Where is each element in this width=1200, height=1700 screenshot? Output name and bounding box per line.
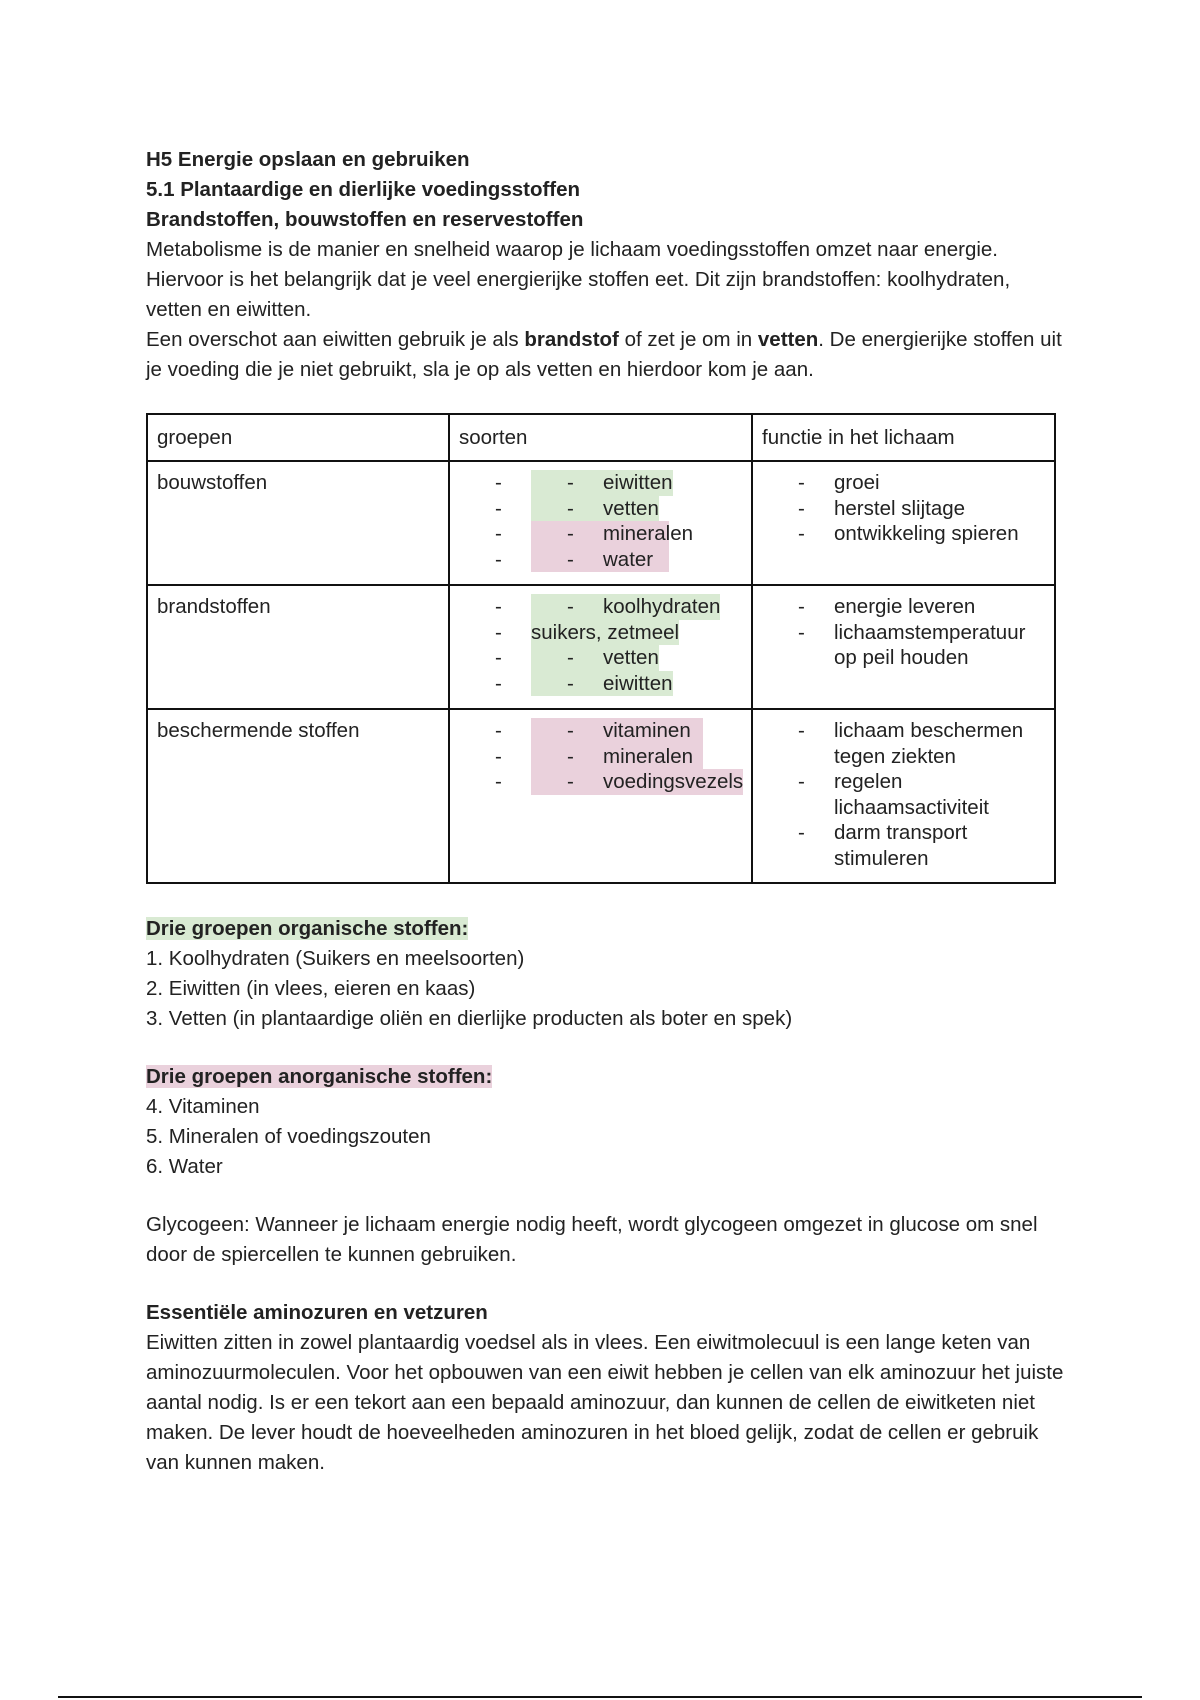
intro-p2-bold-brandstof: brandstof	[524, 328, 619, 351]
soort-water: - water	[531, 547, 669, 573]
soort-koolhydraten: - koolhydraten	[531, 594, 720, 620]
group-cell: brandstoffen	[147, 585, 449, 709]
soort-suikers-zetmeel: suikers, zetmeel	[531, 620, 680, 644]
table-row	[147, 585, 1055, 709]
functie-cell	[752, 585, 1055, 709]
list-item: 4. Vitaminen	[146, 1095, 260, 1118]
intro-paragraph-1: Metabolisme is de manier en snelheid waarop je lichaam voedingsstoffen omzet naar energie. Hiervoor is het belangrijk dat je veel energierijke stoffen eet. Dit zijn brandstoffen: koolhydraten, vetten en eiwitten.	[146, 238, 1011, 321]
list-item: - ontwikkeling spieren	[762, 521, 1046, 547]
intro-p2-text-c: of zet je om in	[618, 328, 758, 351]
list-item	[459, 620, 743, 646]
soort-mineralen: - mineralen	[531, 521, 669, 547]
subsection-heading: Brandstoffen, bouwstoffen en reservestoffen	[146, 208, 584, 231]
intro-p2-text-a: Een overschot aan eiwitten gebruik je als	[146, 328, 525, 351]
list-item: - regelen lichaamsactiviteit	[762, 769, 1046, 820]
inorganic-title	[146, 1062, 1066, 1092]
list-item: - herstel slijtage	[762, 496, 1046, 522]
intro-paragraph-2	[146, 325, 1066, 385]
soort-vetten: - vetten	[531, 645, 659, 671]
list-item	[459, 718, 743, 744]
nutrients-table	[146, 413, 1056, 884]
list-item	[459, 769, 743, 795]
header-functie: functie in het lichaam	[752, 414, 1055, 461]
functie-cell	[752, 709, 1055, 883]
organic-title	[146, 914, 1066, 944]
list-item: 6. Water	[146, 1155, 223, 1178]
section-heading: 5.1 Plantaardige en dierlijke voedingsstoffen	[146, 178, 581, 201]
amino-paragraph: Eiwitten zitten in zowel plantaardig voedsel als in vlees. Een eiwitmolecuul is een lange keten van aminozuurmoleculen. Voor het opbouwen van een eiwit hebben je cellen van elk aminozuur het juiste aantal nodig. Is er een tekort aan een bepaald aminozuur, dan kunnen de cellen de eiwitketen niet maken. De lever houdt de hoeveelheden aminozuren in het bloed gelijk, zodat de cellen er gebruik van kunnen maken.	[146, 1331, 1064, 1474]
table-row	[147, 709, 1055, 883]
list-item	[459, 496, 743, 522]
table-header-row	[147, 414, 1055, 461]
inorganic-title-text: Drie groepen anorganische stoffen:	[146, 1065, 493, 1088]
list-item	[459, 645, 743, 671]
soorten-cell	[449, 709, 752, 883]
group-cell: beschermende stoffen	[147, 709, 449, 883]
soort-mineralen: - mineralen	[531, 744, 703, 770]
glycogeen-paragraph: Glycogeen: Wanneer je lichaam energie nodig heeft, wordt glycogeen omgezet in glucose om snel door de spiercellen te kunnen gebruiken.	[146, 1213, 1038, 1266]
soorten-cell	[449, 585, 752, 709]
intro-p2-bold-vetten: vetten	[757, 328, 819, 351]
group-cell: bouwstoffen	[147, 461, 449, 585]
amino-title: Essentiële aminozuren en vetzuren	[146, 1301, 488, 1324]
functie-cell	[752, 461, 1055, 585]
soort-vitaminen: - vitaminen	[531, 718, 703, 744]
list-item	[459, 671, 743, 697]
intro-p2-text-e: . De energierijke stoffen uit je voeding die je niet gebruikt, sla je op als vetten en hierdoor kom je aan.	[146, 328, 1062, 381]
soort-vetten: - vetten	[531, 496, 659, 522]
list-item: 3. Vetten (in plantaardige oliën en dierlijke producten als boter en spek)	[146, 1007, 793, 1030]
list-item: - energie leveren	[762, 594, 1046, 620]
list-item	[459, 744, 743, 770]
list-item	[459, 521, 743, 547]
document-page	[146, 145, 1066, 1478]
list-item	[459, 547, 743, 573]
soort-eiwitten: - eiwitten	[531, 671, 673, 697]
list-item: - darm transport stimuleren	[762, 820, 1046, 871]
list-item: 2. Eiwitten (in vlees, eieren en kaas)	[146, 977, 476, 1000]
page-bottom-divider	[58, 1696, 1142, 1698]
soort-eiwitten: - eiwitten	[531, 470, 673, 496]
soorten-cell	[449, 461, 752, 585]
list-item: 1. Koolhydraten (Suikers en meelsoorten)	[146, 947, 525, 970]
table-row	[147, 461, 1055, 585]
list-item	[459, 594, 743, 620]
list-item	[459, 470, 743, 496]
header-soorten: soorten	[449, 414, 752, 461]
organic-title-text: Drie groepen organische stoffen:	[146, 917, 469, 940]
list-item: 5. Mineralen of voedingszouten	[146, 1125, 431, 1148]
list-item: - lichaam beschermen tegen ziekten	[762, 718, 1046, 769]
list-item: - lichaamstemperatuur op peil houden	[762, 620, 1046, 671]
chapter-heading: H5 Energie opslaan en gebruiken	[146, 148, 470, 171]
list-item: - groei	[762, 470, 1046, 496]
soort-voedingsvezels: - voedingsvezels	[531, 769, 743, 795]
header-groepen: groepen	[147, 414, 449, 461]
